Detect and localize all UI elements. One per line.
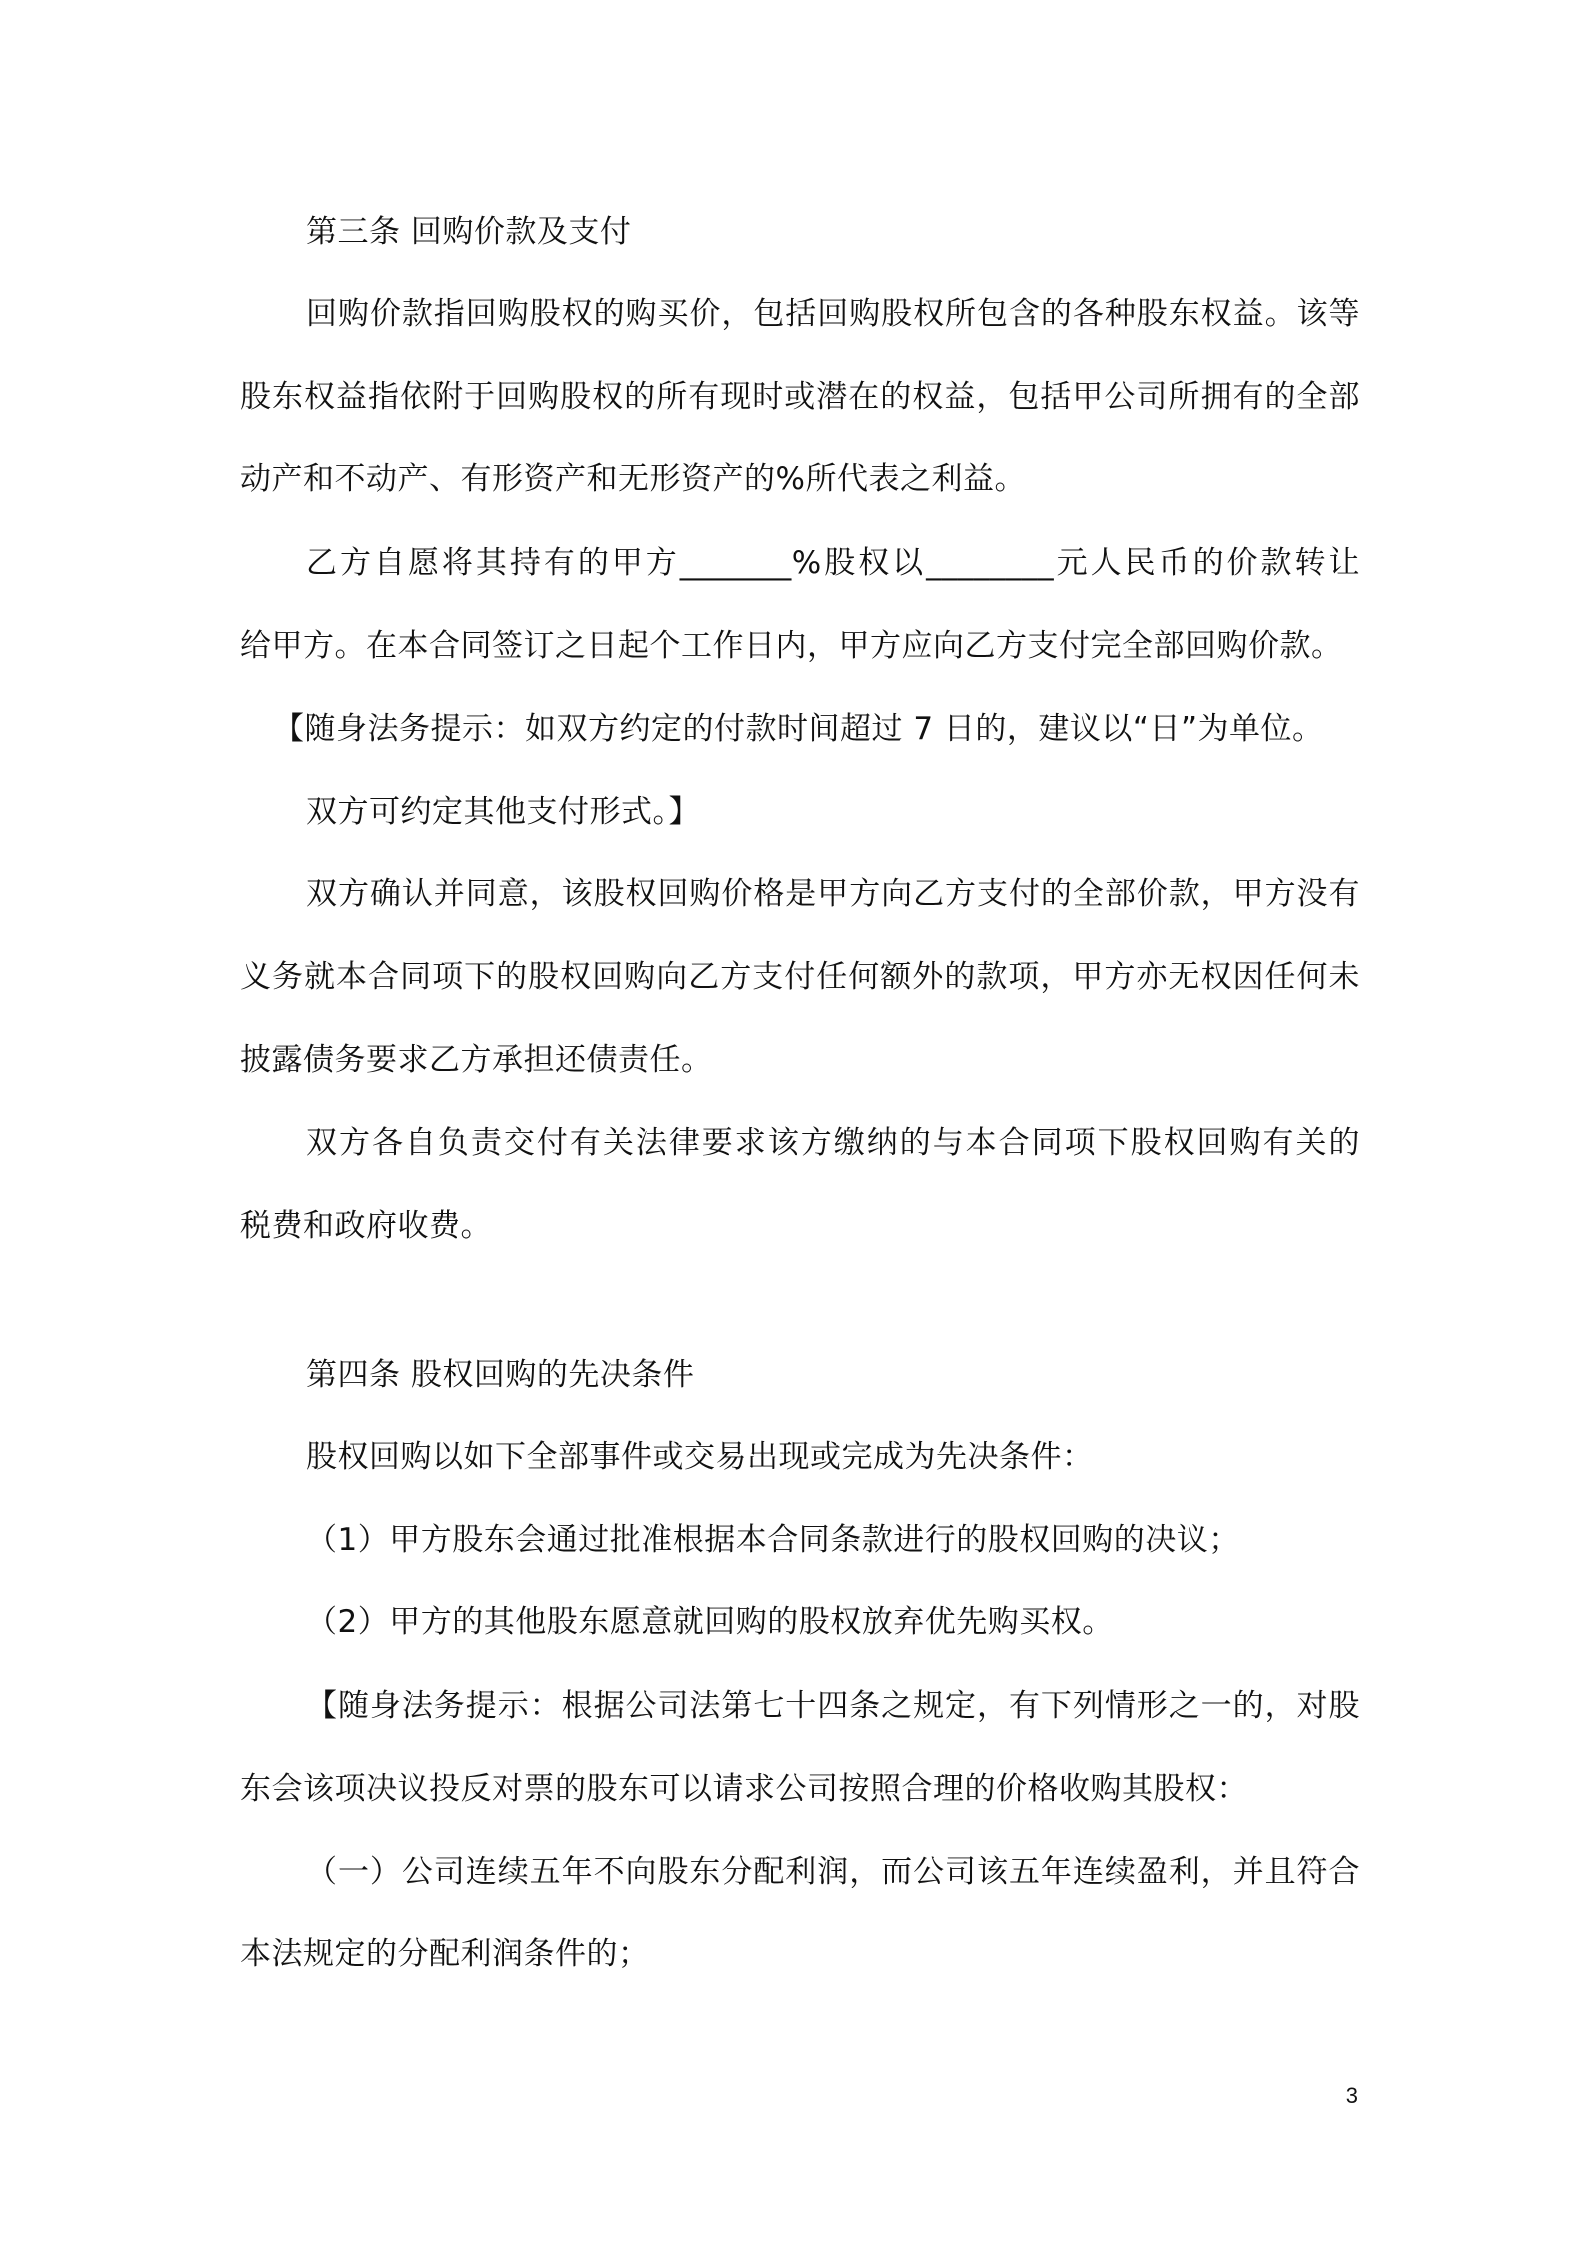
section-3-paragraph-3-line-3: 披露债务要求乙方承担还债责任。 [240,1042,713,1078]
section-3-legal-tip-line-2: 双方可约定其他支付形式。】 [306,794,700,830]
section-4-heading: 第四条 股权回购的先决条件 [306,1357,695,1393]
section-3-paragraph-1-line-1: 回购价款指回购股权的购买价，包括回购股权所包含的各种股东权益。该等 [306,296,1360,332]
section-4-item-a-line-2: 本法规定的分配利润条件的； [240,1936,650,1972]
section-3-paragraph-4-line-2: 税费和政府收费。 [240,1208,492,1244]
section-4-legal-tip-line-1: 【随身法务提示：根据公司法第七十四条之规定，有下列情形之一的，对股 [306,1688,1360,1724]
section-3-legal-tip-line-1: 【随身法务提示：如双方约定的付款时间超过 7 日的，建议以“日”为单位。 [273,711,1324,747]
section-4-item-a-line-1: （一）公司连续五年不向股东分配利润，而公司该五年连续盈利，并且符合 [306,1854,1360,1890]
page-number: 3 [1345,2083,1358,2108]
section-3-paragraph-1-line-3: 动产和不动产、有形资产和无形资产的%所代表之利益。 [240,461,1026,497]
section-4-legal-tip-line-2: 东会该项决议投反对票的股东可以请求公司按照合理的价格收购其股权： [240,1771,1248,1807]
section-3-paragraph-2-line-2: 给甲方。在本合同签订之日起个工作日内，甲方应向乙方支付完全部回购价款。 [240,628,1343,664]
section-3-paragraph-4-line-1: 双方各自负责交付有关法律要求该方缴纳的与本合同项下股权回购有关的 [306,1125,1360,1161]
section-3-paragraph-3-line-2: 义务就本合同项下的股权回购向乙方支付任何额外的款项，甲方亦无权因任何未 [240,959,1360,995]
section-4-intro: 股权回购以如下全部事件或交易出现或完成为先决条件： [306,1439,1094,1475]
section-3-heading: 第三条 回购价款及支付 [306,214,632,250]
section-4-item-2: （2）甲方的其他股东愿意就回购的股权放弃优先购买权。 [306,1604,1114,1640]
section-3-paragraph-3-line-1: 双方确认并同意，该股权回购价格是甲方向乙方支付的全部价款，甲方没有 [306,876,1360,912]
section-3-paragraph-2-line-1: 乙方自愿将其持有的甲方_______%股权以________元人民币的价款转让 [306,545,1360,581]
section-3-paragraph-1-line-2: 股东权益指依附于回购股权的所有现时或潜在的权益，包括甲公司所拥有的全部 [240,379,1360,415]
section-4-item-1: （1）甲方股东会通过批准根据本合同条款进行的股权回购的决议； [306,1522,1240,1558]
